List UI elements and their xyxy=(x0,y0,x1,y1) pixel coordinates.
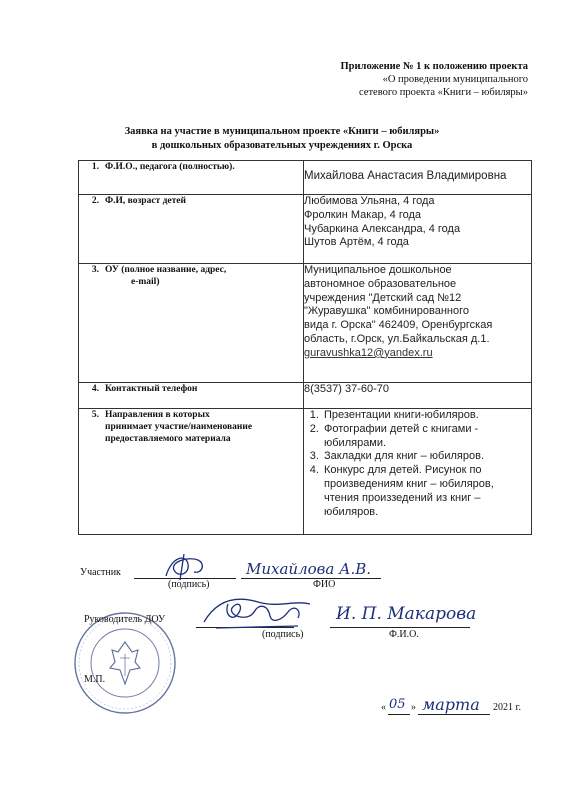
date-day: 05 xyxy=(389,697,406,712)
appendix-subtitle-1: «О проведении муниципального xyxy=(382,74,528,85)
institution-line: автономное образовательное xyxy=(304,277,457,290)
document-title-line-1: Заявка на участие в муниципальном проекте «Книги – юбиляры» xyxy=(124,126,440,137)
row-label-text: Направления в которых xyxy=(105,410,210,420)
table-row xyxy=(79,264,532,383)
appendix-title: Приложение № 1 к положению проекта xyxy=(340,61,528,72)
child-entry: Фролкин Макар, 4 года xyxy=(304,208,422,221)
row-number: 2. xyxy=(91,196,99,206)
row-label-text-2: e-mail) xyxy=(131,277,160,287)
institution-email-link[interactable]: guravushka12@yandex.ru xyxy=(304,346,433,359)
row-label-text: ОУ (полное название, адрес, xyxy=(105,265,227,275)
date-year: 2021 г. xyxy=(493,702,521,713)
institution-line: вида г. Орска" 462409, Оренбургская xyxy=(304,319,493,332)
institution-line: "Журавушка" комбинированного xyxy=(304,305,469,318)
date-month-line xyxy=(418,714,490,715)
table-row xyxy=(79,383,532,409)
list-item: 1. Презентации книги-юбиляров. xyxy=(322,409,531,423)
list-item: 3. Закладки для книг – юбиляров. xyxy=(322,450,531,464)
participant-sign-caption: (подпись) xyxy=(168,579,210,590)
date-month: марта xyxy=(422,695,480,714)
row-label-text: Ф.И.О., педагога (полностью). xyxy=(105,162,235,172)
director-handwritten-name: И. П. Макарова xyxy=(336,604,477,624)
row-number: 3. xyxy=(91,265,99,275)
table-row xyxy=(79,161,532,195)
director-sign-caption: (подпись) xyxy=(262,629,304,640)
child-entry: Чубаркина Александра, 4 года xyxy=(304,222,461,235)
institution-line: область, г.Орск, ул.Байкальская д.1. xyxy=(304,332,490,345)
row-label xyxy=(79,161,304,195)
child-entry: Шутов Артём, 4 года xyxy=(304,236,409,249)
row-number: 4. xyxy=(91,384,99,394)
director-fio-line xyxy=(330,627,470,628)
row-label-text: Контактный телефон xyxy=(105,384,198,394)
row-number: 5. xyxy=(91,410,99,420)
row-label-text-2: принимает участие/наименование xyxy=(105,422,253,432)
date-open-quote: « xyxy=(381,702,386,713)
row-label-text: Ф.И, возраст детей xyxy=(105,196,186,206)
document-title-line-2: в дошкольных образовательных учреждениях г. Орска xyxy=(151,140,413,151)
list-item: 4. Конкурс для детей. Рисунок по произведениям книг – юбиляров, чтения произзедений из книг – юбиляров. xyxy=(322,464,531,519)
list-item: 2. Фотографии детей с книгами - юбилярами. xyxy=(322,423,531,451)
row-label xyxy=(79,264,304,383)
table-row xyxy=(79,409,532,535)
appendix-subtitle-2: сетевого проекта «Книги – юбиляры» xyxy=(359,87,528,98)
director-label: Руководитель ДОУ xyxy=(84,614,166,625)
directions-list xyxy=(304,409,531,519)
table-row xyxy=(79,195,532,264)
participant-fio-line xyxy=(241,578,381,579)
date-close-quote: » xyxy=(411,702,416,713)
seal-place-label: М.П. xyxy=(84,674,106,685)
row-label xyxy=(79,409,304,535)
participant-fio-caption: ФИО xyxy=(313,579,336,590)
children-list xyxy=(304,195,532,264)
institution-info xyxy=(304,264,532,383)
child-entry: Любимова Ульяна, 4 года xyxy=(304,195,435,207)
participant-handwritten-name: Михайлова А.В. xyxy=(246,560,372,578)
row-label xyxy=(79,195,304,264)
director-fio-caption: Ф.И.О. xyxy=(389,629,419,640)
directions-list-cell xyxy=(304,409,532,535)
institution-line: Муниципальное дошкольное xyxy=(304,264,452,276)
date-day-line xyxy=(388,714,410,715)
phone-value: 8(3537) 37-60-70 xyxy=(304,383,532,409)
row-number: 1. xyxy=(91,162,99,172)
teacher-name-value: Михайлова Анастасия Владимировна xyxy=(304,161,532,195)
participant-label: Участник xyxy=(80,567,121,578)
application-table xyxy=(78,160,532,535)
row-label-text-3: предоставляемого материала xyxy=(105,434,231,444)
institution-line: учреждения "Детский сад №12 xyxy=(304,291,462,304)
row-label xyxy=(79,383,304,409)
